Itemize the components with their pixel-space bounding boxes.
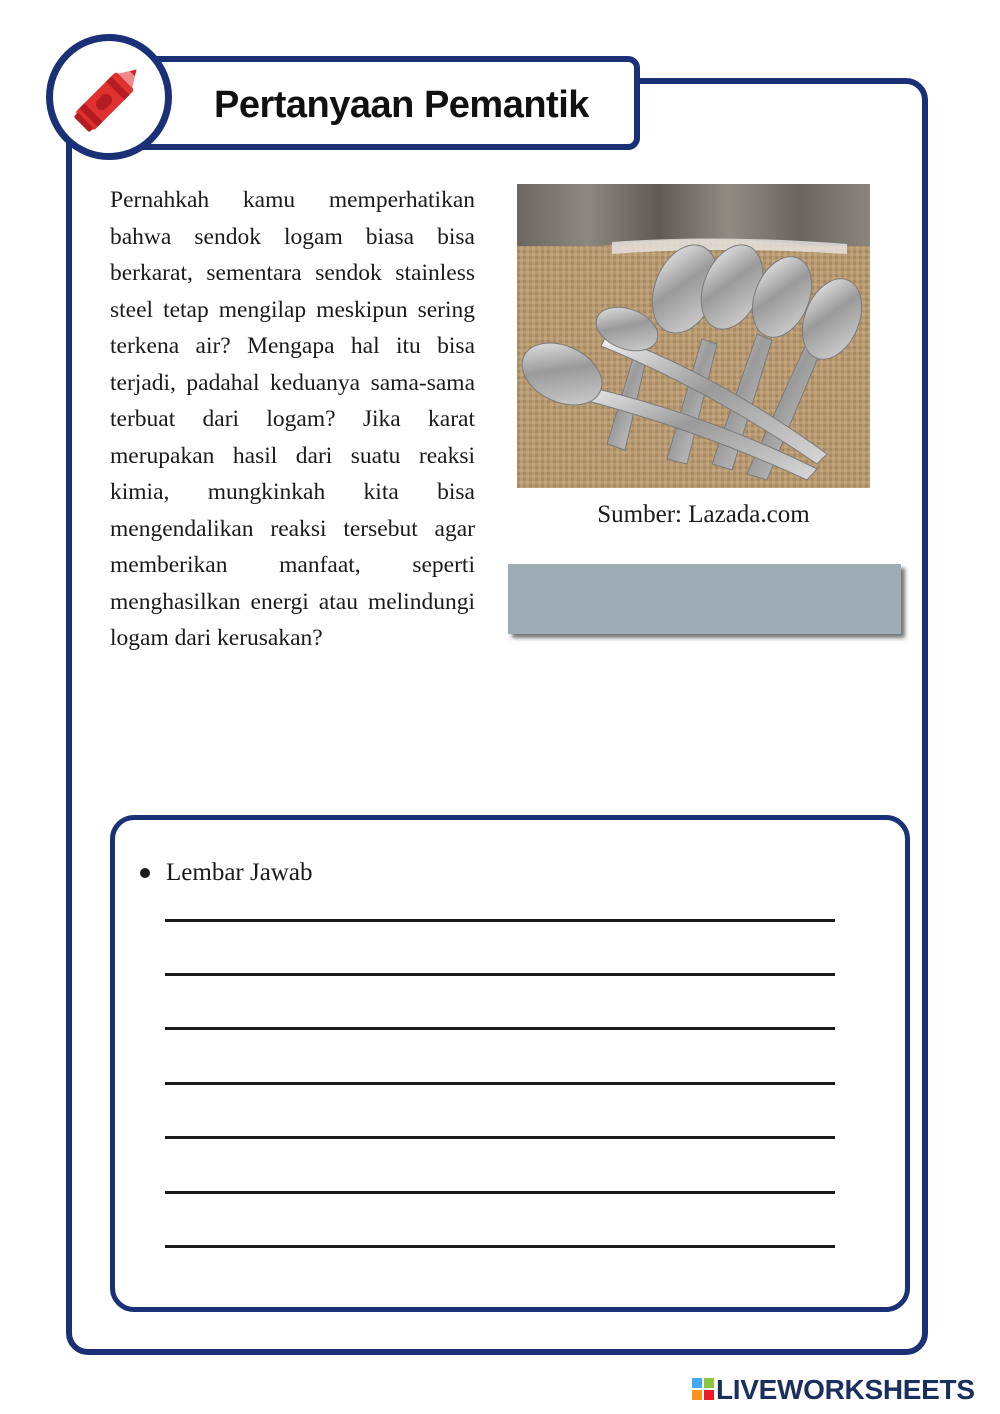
answer-line[interactable] bbox=[165, 1082, 835, 1085]
answer-input-box[interactable] bbox=[508, 564, 901, 634]
brand-footer bbox=[692, 1374, 992, 1406]
question-text: Pernahkah kamu memperhatikan bahwa sendok logam biasa bisa berkarat, sementara sendok stainless steel tetap mengilap meskipun sering terkena air? Mengapa hal itu bisa terjadi, padahal keduanya sama-sama terbuat dari logam? Jika karat merupakan hasil dari suatu reaksi kimia, mungkinkah kita bisa mengendalikan reaksi tersebut agar memberikan manfaat, seperti menghasilkan energi atau melindungi logam dari kerusakan? bbox=[110, 187, 475, 651]
spoon-photo bbox=[517, 184, 870, 488]
answer-line[interactable] bbox=[165, 1136, 835, 1139]
answer-line[interactable] bbox=[165, 1245, 835, 1248]
page-title: Pertanyaan Pemantik bbox=[214, 84, 589, 126]
bullet-icon bbox=[140, 868, 150, 878]
photo-caption: Sumber: Lazada.com bbox=[597, 501, 810, 528]
answer-label: Lembar Jawab bbox=[166, 859, 313, 886]
answer-line[interactable] bbox=[165, 1027, 835, 1030]
crayon-icon bbox=[52, 40, 166, 154]
liveworksheets-logo-icon bbox=[692, 1378, 714, 1400]
answer-line[interactable] bbox=[165, 1191, 835, 1194]
brand-name: LIVEWORKSHEETS bbox=[716, 1374, 975, 1405]
answer-line[interactable] bbox=[165, 919, 835, 922]
answer-line[interactable] bbox=[165, 973, 835, 976]
